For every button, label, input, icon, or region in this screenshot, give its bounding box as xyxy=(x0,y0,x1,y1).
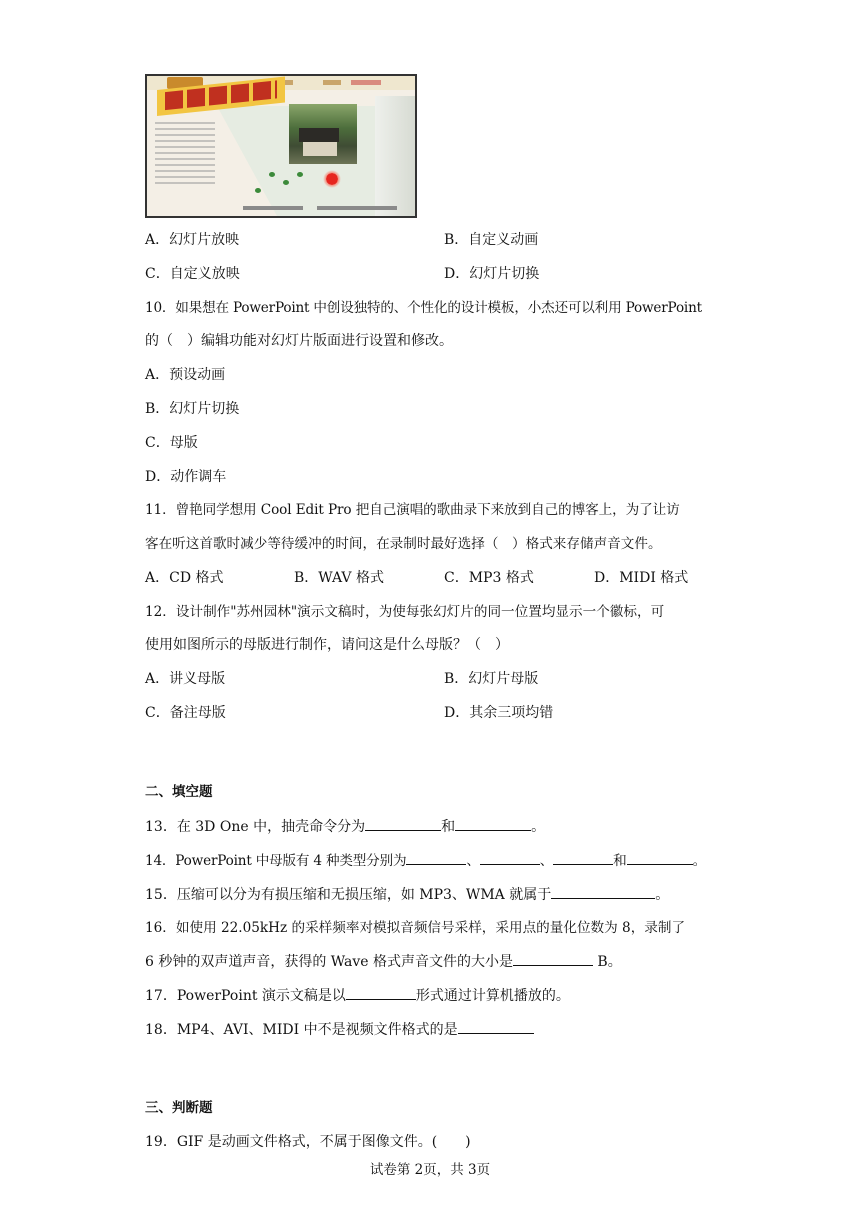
q19-stem: 19．GIF 是动画文件格式，不属于图像文件。( ) xyxy=(145,1134,471,1150)
q17-end: 形式通过计算机播放的。 xyxy=(415,988,570,1004)
q11-option-b: B．WAV 格式 xyxy=(294,570,384,586)
q13-line xyxy=(145,816,545,837)
q10-stem-line1: 10．如果想在 PowerPoint 中创设独特的、个性化的设计模板，小杰还可以利用 PowerPoint xyxy=(145,300,702,316)
q12-option-c: C．备注母版 xyxy=(145,705,226,721)
q9-option-b: B．自定义动画 xyxy=(444,232,539,248)
q14-blank-4 xyxy=(627,850,693,865)
slide-text-block xyxy=(155,122,215,186)
leaf-icon xyxy=(283,180,289,185)
q10-option-d: D．动作调车 xyxy=(145,469,227,485)
q14-blank-1 xyxy=(406,850,466,865)
q14-sep: 、 xyxy=(466,853,480,869)
section-heading-fill-in: 二、填空题 xyxy=(145,784,213,800)
q16-text: 6 秒钟的双声道声音，获得的 Wave 格式声音文件的大小是 xyxy=(145,954,513,970)
sun-icon xyxy=(323,170,341,188)
q12-stem-line2: 使用如图所示的母版进行制作，请问这是什么母版？（ ） xyxy=(145,637,509,653)
q14-blank-3 xyxy=(553,850,613,865)
section-heading-true-false: 三、判断题 xyxy=(145,1100,213,1116)
q13-end: 。 xyxy=(531,819,546,835)
garden-slide-image xyxy=(145,74,417,218)
q16-blank xyxy=(513,951,593,966)
q10-option-c: C．母版 xyxy=(145,435,198,451)
q13-blank-2 xyxy=(455,816,531,831)
q18-line xyxy=(145,1019,534,1040)
q11-option-d: D．MIDI 格式 xyxy=(594,570,689,586)
q17-text: 17．PowerPoint 演示文稿是以 xyxy=(145,988,346,1004)
q14-text: 14．PowerPoint 中母版有 4 种类型分别为 xyxy=(145,853,407,869)
q16-line2 xyxy=(145,951,622,972)
slide-top-text-mark xyxy=(351,80,381,85)
q11-option-c: C．MP3 格式 xyxy=(444,570,534,586)
q12-option-b: B．幻灯片母版 xyxy=(444,671,539,687)
q14-line xyxy=(145,850,706,871)
q15-line xyxy=(145,884,669,905)
q15-end: 。 xyxy=(655,887,670,903)
q11-stem-line1: 11．曾艳同学想用 Cool Edit Pro 把自己演唱的歌曲录下来放到自己的博客上，为了让访 xyxy=(145,502,680,518)
q11-stem-line2: 客在听这首歌时减少等待缓冲的时间，在录制时最好选择（ ）格式来存储声音文件。 xyxy=(145,536,662,552)
q10-stem-line2: 的（ ）编辑功能对幻灯片版面进行设置和修改。 xyxy=(145,333,453,349)
leaf-icon xyxy=(297,172,303,177)
q13-blank-1 xyxy=(365,816,441,831)
q13-text: 13．在 3D One 中，抽壳命令分为 xyxy=(145,819,366,835)
q12-option-d: D．其余三项均错 xyxy=(444,705,554,721)
q15-text: 15．压缩可以分为有损压缩和无损压缩，如 MP3、WMA 就属于 xyxy=(145,887,552,903)
q18-text: 18．MP4、AVI、MIDI 中不是视频文件格式的是 xyxy=(145,1022,458,1038)
slide-footer-mark xyxy=(317,206,397,210)
garden-photo xyxy=(289,104,357,164)
slide-top-text-mark xyxy=(323,80,341,85)
q14-and: 和 xyxy=(613,853,627,869)
page-footer: 试卷第 2页，共 3页 xyxy=(369,1162,491,1178)
q14-end: 。 xyxy=(692,853,706,869)
q16-stem-line1: 16．如使用 22.05kHz 的采样频率对模拟音频信号采样，采用点的量化位数为 8，录制了 xyxy=(145,920,686,936)
q17-line xyxy=(145,985,570,1006)
q17-blank xyxy=(346,985,416,1000)
q9-option-c: C．自定义放映 xyxy=(145,266,240,282)
q10-option-a: A．预设动画 xyxy=(145,367,226,383)
q10-option-b: B．幻灯片切换 xyxy=(145,401,240,417)
q9-option-a: A．幻灯片放映 xyxy=(145,232,240,248)
q14-blank-2 xyxy=(480,850,540,865)
leaf-icon xyxy=(269,172,275,177)
q12-option-a: A．讲义母版 xyxy=(145,671,226,687)
q11-option-a: A．CD 格式 xyxy=(145,570,224,586)
q9-option-d: D．幻灯片切换 xyxy=(444,266,540,282)
q14-sep: 、 xyxy=(539,853,554,869)
q15-blank xyxy=(551,884,655,899)
q13-and: 和 xyxy=(441,819,456,835)
q12-stem-line1: 12．设计制作"苏州园林"演示文稿时，为使每张幻灯片的同一位置均显示一个徽标，可 xyxy=(145,604,665,620)
slide-footer-mark xyxy=(243,206,303,210)
q18-blank xyxy=(458,1019,534,1034)
q16-end: B。 xyxy=(592,954,622,970)
slide-side-decoration xyxy=(375,96,415,216)
leaf-icon xyxy=(255,188,261,193)
